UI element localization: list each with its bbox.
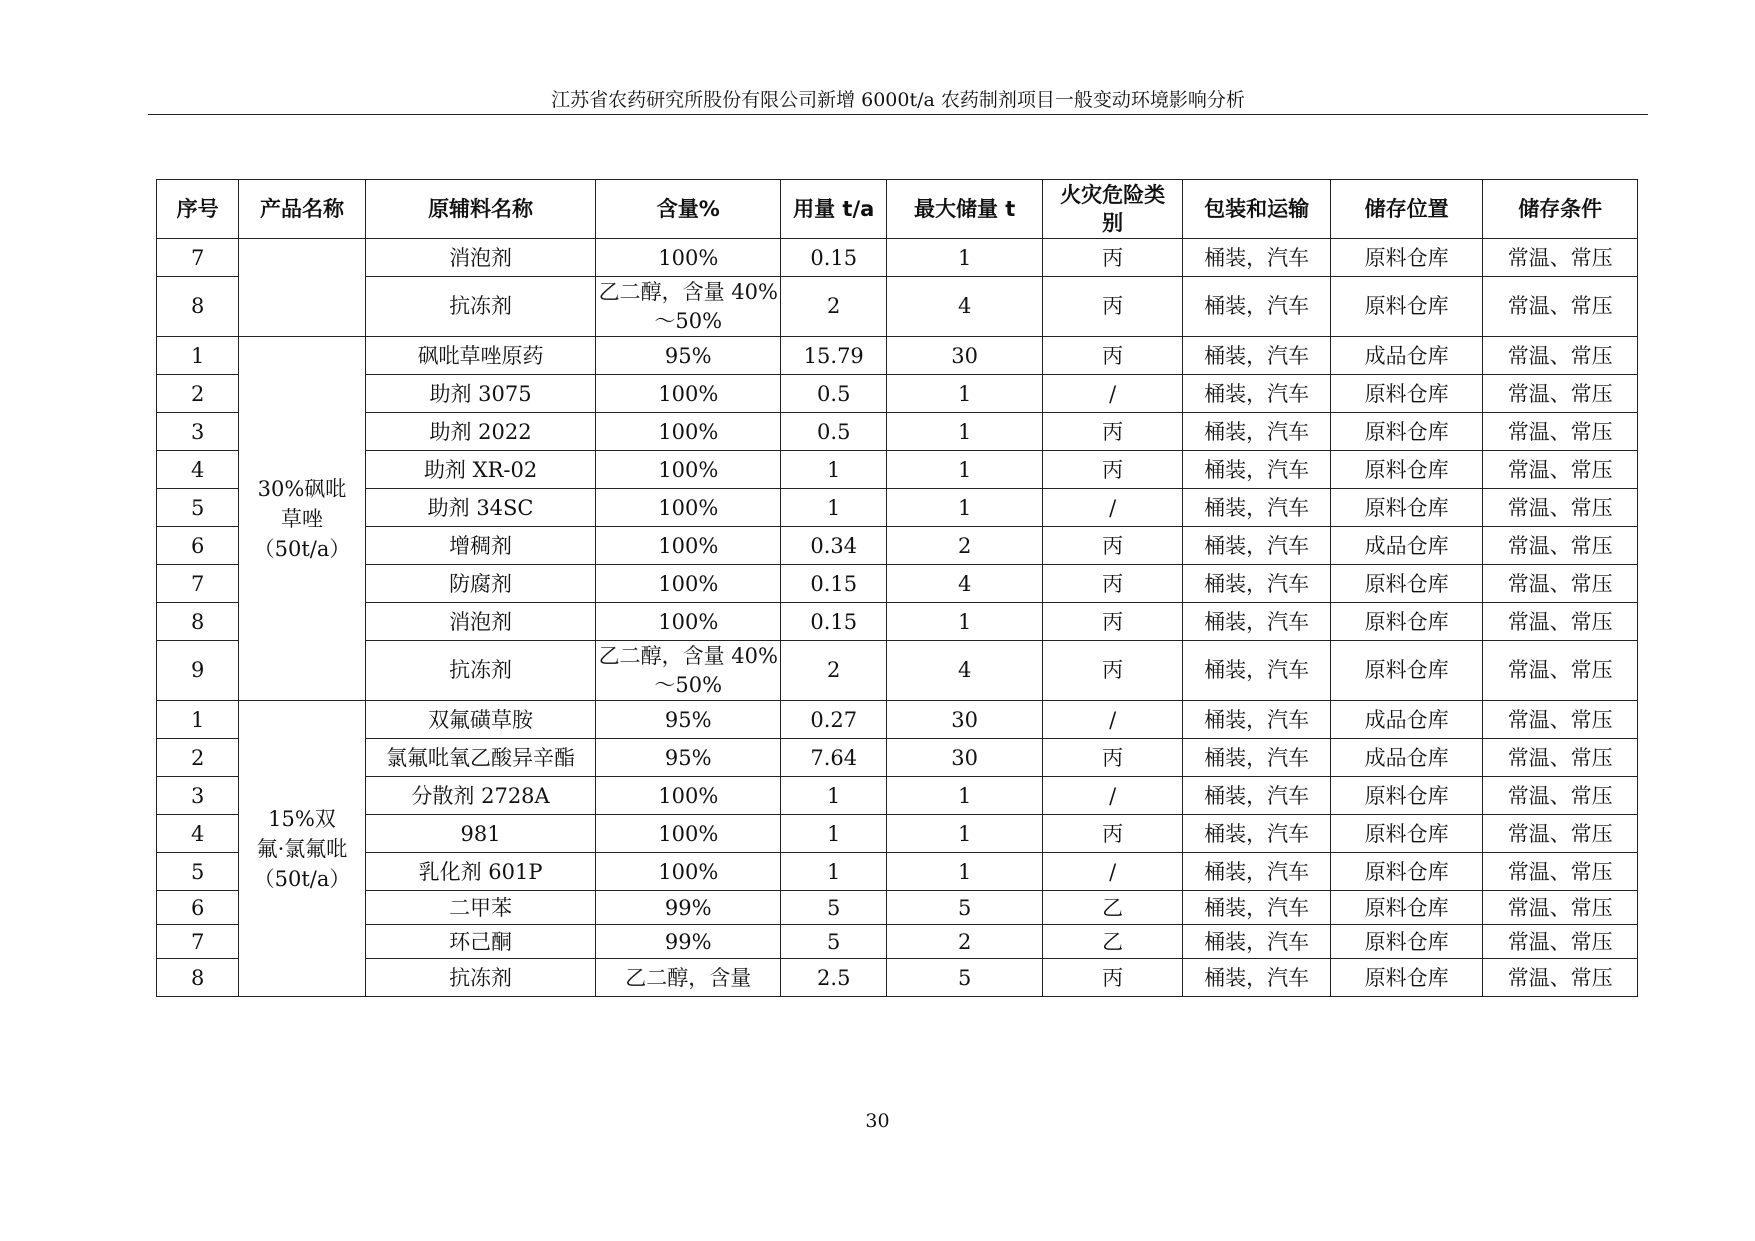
table-row xyxy=(157,815,1638,853)
cell-conditions: 常温、常压 xyxy=(1483,853,1638,891)
cell-max-storage: 1 xyxy=(887,239,1043,277)
cell-material: 助剂 34SC xyxy=(365,489,596,527)
cell-usage: 15.79 xyxy=(781,337,887,375)
product-name-line: （50t/a） xyxy=(253,536,351,561)
cell-max-storage: 30 xyxy=(887,701,1043,739)
table-header-row xyxy=(157,180,1638,239)
table-row xyxy=(157,527,1638,565)
cell-content: 95% xyxy=(596,739,781,777)
cell-fire-class: 丙 xyxy=(1042,739,1182,777)
cell-product-name xyxy=(239,239,365,337)
cell-packaging: 桶装，汽车 xyxy=(1183,337,1330,375)
cell-fire-class: 丙 xyxy=(1042,239,1182,277)
cell-conditions: 常温、常压 xyxy=(1483,277,1638,337)
cell-conditions: 常温、常压 xyxy=(1483,527,1638,565)
col-header-max-storage: 最大储量 t xyxy=(887,180,1043,239)
table-row xyxy=(157,451,1638,489)
cell-usage: 2.5 xyxy=(781,959,887,997)
table-row xyxy=(157,891,1638,925)
cell-usage: 5 xyxy=(781,891,887,925)
cell-conditions: 常温、常压 xyxy=(1483,641,1638,701)
col-header-material: 原辅料名称 xyxy=(365,180,596,239)
cell-packaging: 桶装，汽车 xyxy=(1183,925,1330,959)
cell-serial: 8 xyxy=(157,959,239,997)
cell-location: 原料仓库 xyxy=(1330,451,1483,489)
cell-usage: 0.15 xyxy=(781,603,887,641)
cell-conditions: 常温、常压 xyxy=(1483,815,1638,853)
cell-max-storage: 5 xyxy=(887,959,1043,997)
cell-fire-class: / xyxy=(1042,777,1182,815)
cell-packaging: 桶装，汽车 xyxy=(1183,777,1330,815)
table-row xyxy=(157,739,1638,777)
cell-usage: 1 xyxy=(781,451,887,489)
cell-fire-class: 丙 xyxy=(1042,277,1182,337)
cell-material: 分散剂 2728A xyxy=(365,777,596,815)
col-header-fire-class: 火灾危险类别 xyxy=(1042,180,1182,239)
cell-serial: 2 xyxy=(157,375,239,413)
cell-packaging: 桶装，汽车 xyxy=(1183,701,1330,739)
cell-location: 原料仓库 xyxy=(1330,277,1483,337)
cell-content: 100% xyxy=(596,451,781,489)
cell-usage: 1 xyxy=(781,815,887,853)
cell-serial: 4 xyxy=(157,815,239,853)
table-row xyxy=(157,413,1638,451)
cell-serial: 2 xyxy=(157,739,239,777)
cell-packaging: 桶装，汽车 xyxy=(1183,739,1330,777)
table-row xyxy=(157,603,1638,641)
table-row xyxy=(157,489,1638,527)
cell-packaging: 桶装，汽车 xyxy=(1183,527,1330,565)
page-header: 江苏省农药研究所股份有限公司新增 6000t/a 农药制剂项目一般变动环境影响分析 xyxy=(551,89,1245,111)
cell-conditions: 常温、常压 xyxy=(1483,777,1638,815)
cell-fire-class: 丙 xyxy=(1042,565,1182,603)
cell-usage: 5 xyxy=(781,925,887,959)
col-header-usage: 用量 t/a xyxy=(781,180,887,239)
cell-max-storage: 2 xyxy=(887,925,1043,959)
cell-serial: 7 xyxy=(157,239,239,277)
cell-packaging: 桶装，汽车 xyxy=(1183,853,1330,891)
cell-max-storage: 1 xyxy=(887,853,1043,891)
cell-conditions: 常温、常压 xyxy=(1483,959,1638,997)
cell-conditions: 常温、常压 xyxy=(1483,891,1638,925)
cell-conditions: 常温、常压 xyxy=(1483,413,1638,451)
col-header-location: 储存位置 xyxy=(1330,180,1483,239)
cell-content: 95% xyxy=(596,701,781,739)
cell-location: 原料仓库 xyxy=(1330,603,1483,641)
cell-content: 乙二醇，含量 40%～50% xyxy=(596,641,781,701)
cell-location: 原料仓库 xyxy=(1330,853,1483,891)
cell-max-storage: 5 xyxy=(887,891,1043,925)
cell-location: 原料仓库 xyxy=(1330,891,1483,925)
cell-packaging: 桶装，汽车 xyxy=(1183,641,1330,701)
cell-usage: 1 xyxy=(781,489,887,527)
cell-material: 消泡剂 xyxy=(365,603,596,641)
table-row xyxy=(157,337,1638,375)
cell-serial: 4 xyxy=(157,451,239,489)
cell-material: 砜吡草唑原药 xyxy=(365,337,596,375)
cell-usage: 1 xyxy=(781,853,887,891)
cell-conditions: 常温、常压 xyxy=(1483,239,1638,277)
cell-fire-class: 丙 xyxy=(1042,413,1182,451)
cell-conditions: 常温、常压 xyxy=(1483,451,1638,489)
cell-packaging: 桶装，汽车 xyxy=(1183,413,1330,451)
cell-location: 原料仓库 xyxy=(1330,239,1483,277)
cell-content: 100% xyxy=(596,375,781,413)
table-row xyxy=(157,701,1638,739)
product-name-line: （50t/a） xyxy=(253,866,351,891)
cell-material: 增稠剂 xyxy=(365,527,596,565)
cell-location: 原料仓库 xyxy=(1330,815,1483,853)
cell-material: 二甲苯 xyxy=(365,891,596,925)
cell-max-storage: 1 xyxy=(887,777,1043,815)
cell-max-storage: 1 xyxy=(887,451,1043,489)
table-row xyxy=(157,959,1638,997)
cell-material: 乳化剂 601P xyxy=(365,853,596,891)
cell-content: 99% xyxy=(596,925,781,959)
cell-fire-class: 乙 xyxy=(1042,925,1182,959)
cell-usage: 0.34 xyxy=(781,527,887,565)
cell-usage: 2 xyxy=(781,277,887,337)
cell-content: 100% xyxy=(596,413,781,451)
cell-fire-class: 乙 xyxy=(1042,891,1182,925)
table-row xyxy=(157,777,1638,815)
cell-content: 99% xyxy=(596,891,781,925)
cell-location: 原料仓库 xyxy=(1330,489,1483,527)
product-name-line: 15%双 xyxy=(268,806,336,831)
page-number: 30 xyxy=(865,1110,890,1132)
table-row xyxy=(157,375,1638,413)
cell-product-name xyxy=(239,701,365,997)
cell-conditions: 常温、常压 xyxy=(1483,375,1638,413)
cell-max-storage: 1 xyxy=(887,375,1043,413)
cell-location: 原料仓库 xyxy=(1330,375,1483,413)
cell-max-storage: 4 xyxy=(887,565,1043,603)
cell-usage: 0.15 xyxy=(781,565,887,603)
table-row xyxy=(157,239,1638,277)
cell-usage: 2 xyxy=(781,641,887,701)
cell-packaging: 桶装，汽车 xyxy=(1183,239,1330,277)
cell-serial: 5 xyxy=(157,489,239,527)
cell-fire-class: 丙 xyxy=(1042,527,1182,565)
col-header-serial: 序号 xyxy=(157,180,239,239)
cell-serial: 8 xyxy=(157,603,239,641)
cell-conditions: 常温、常压 xyxy=(1483,739,1638,777)
cell-content: 100% xyxy=(596,565,781,603)
cell-serial: 8 xyxy=(157,277,239,337)
cell-max-storage: 1 xyxy=(887,603,1043,641)
cell-material: 防腐剂 xyxy=(365,565,596,603)
cell-material: 抗冻剂 xyxy=(365,959,596,997)
cell-product-name xyxy=(239,337,365,701)
cell-usage: 0.5 xyxy=(781,375,887,413)
table-body xyxy=(157,239,1638,997)
col-header-conditions: 储存条件 xyxy=(1483,180,1638,239)
cell-material: 助剂 XR-02 xyxy=(365,451,596,489)
cell-material: 双氟磺草胺 xyxy=(365,701,596,739)
cell-serial: 3 xyxy=(157,413,239,451)
table-row xyxy=(157,853,1638,891)
cell-material: 981 xyxy=(365,815,596,853)
cell-conditions: 常温、常压 xyxy=(1483,925,1638,959)
cell-usage: 0.15 xyxy=(781,239,887,277)
cell-conditions: 常温、常压 xyxy=(1483,701,1638,739)
cell-material: 抗冻剂 xyxy=(365,277,596,337)
cell-packaging: 桶装，汽车 xyxy=(1183,815,1330,853)
cell-location: 原料仓库 xyxy=(1330,777,1483,815)
cell-conditions: 常温、常压 xyxy=(1483,489,1638,527)
cell-fire-class: 丙 xyxy=(1042,451,1182,489)
cell-content: 100% xyxy=(596,815,781,853)
cell-fire-class: / xyxy=(1042,375,1182,413)
cell-location: 成品仓库 xyxy=(1330,337,1483,375)
cell-packaging: 桶装，汽车 xyxy=(1183,959,1330,997)
cell-content: 100% xyxy=(596,603,781,641)
cell-usage: 7.64 xyxy=(781,739,887,777)
cell-content: 100% xyxy=(596,777,781,815)
col-header-product: 产品名称 xyxy=(239,180,365,239)
cell-content: 乙二醇，含量 40%～50% xyxy=(596,277,781,337)
cell-serial: 5 xyxy=(157,853,239,891)
header-rule xyxy=(148,114,1648,115)
cell-material: 助剂 3075 xyxy=(365,375,596,413)
cell-serial: 1 xyxy=(157,701,239,739)
product-name-line: 氟·氯氟吡 xyxy=(256,836,348,861)
table-row xyxy=(157,277,1638,337)
cell-packaging: 桶装，汽车 xyxy=(1183,891,1330,925)
cell-max-storage: 1 xyxy=(887,489,1043,527)
cell-conditions: 常温、常压 xyxy=(1483,337,1638,375)
table-row xyxy=(157,641,1638,701)
cell-conditions: 常温、常压 xyxy=(1483,603,1638,641)
cell-material: 环己酮 xyxy=(365,925,596,959)
cell-fire-class: 丙 xyxy=(1042,815,1182,853)
cell-location: 原料仓库 xyxy=(1330,641,1483,701)
cell-content: 乙二醇，含量 xyxy=(596,959,781,997)
cell-location: 原料仓库 xyxy=(1330,959,1483,997)
cell-serial: 1 xyxy=(157,337,239,375)
cell-fire-class: 丙 xyxy=(1042,603,1182,641)
cell-serial: 9 xyxy=(157,641,239,701)
cell-content: 100% xyxy=(596,853,781,891)
cell-location: 成品仓库 xyxy=(1330,739,1483,777)
cell-fire-class: 丙 xyxy=(1042,641,1182,701)
cell-fire-class: / xyxy=(1042,489,1182,527)
cell-fire-class: 丙 xyxy=(1042,959,1182,997)
cell-location: 成品仓库 xyxy=(1330,527,1483,565)
cell-fire-class: / xyxy=(1042,701,1182,739)
cell-max-storage: 4 xyxy=(887,641,1043,701)
cell-packaging: 桶装，汽车 xyxy=(1183,565,1330,603)
cell-serial: 7 xyxy=(157,565,239,603)
cell-serial: 7 xyxy=(157,925,239,959)
cell-fire-class: / xyxy=(1042,853,1182,891)
cell-location: 成品仓库 xyxy=(1330,701,1483,739)
cell-max-storage: 30 xyxy=(887,337,1043,375)
cell-packaging: 桶装，汽车 xyxy=(1183,451,1330,489)
cell-location: 原料仓库 xyxy=(1330,413,1483,451)
cell-usage: 0.27 xyxy=(781,701,887,739)
table-row xyxy=(157,925,1638,959)
cell-location: 原料仓库 xyxy=(1330,565,1483,603)
product-name-line: 草唑 xyxy=(280,506,323,531)
cell-max-storage: 4 xyxy=(887,277,1043,337)
cell-content: 100% xyxy=(596,239,781,277)
cell-usage: 0.5 xyxy=(781,413,887,451)
product-name-line: 30%砜吡 xyxy=(257,476,347,501)
col-header-packaging: 包装和运输 xyxy=(1183,180,1330,239)
cell-conditions: 常温、常压 xyxy=(1483,565,1638,603)
cell-material: 消泡剂 xyxy=(365,239,596,277)
cell-content: 100% xyxy=(596,527,781,565)
cell-location: 原料仓库 xyxy=(1330,925,1483,959)
cell-serial: 6 xyxy=(157,891,239,925)
cell-content: 95% xyxy=(596,337,781,375)
cell-fire-class: 丙 xyxy=(1042,337,1182,375)
cell-serial: 6 xyxy=(157,527,239,565)
cell-serial: 3 xyxy=(157,777,239,815)
cell-max-storage: 30 xyxy=(887,739,1043,777)
cell-packaging: 桶装，汽车 xyxy=(1183,603,1330,641)
cell-content: 100% xyxy=(596,489,781,527)
cell-packaging: 桶装，汽车 xyxy=(1183,489,1330,527)
raw-materials-table xyxy=(156,179,1638,997)
cell-packaging: 桶装，汽车 xyxy=(1183,375,1330,413)
cell-max-storage: 1 xyxy=(887,815,1043,853)
table-row xyxy=(157,565,1638,603)
cell-max-storage: 2 xyxy=(887,527,1043,565)
cell-max-storage: 1 xyxy=(887,413,1043,451)
cell-material: 助剂 2022 xyxy=(365,413,596,451)
cell-packaging: 桶装，汽车 xyxy=(1183,277,1330,337)
cell-usage: 1 xyxy=(781,777,887,815)
cell-material: 氯氟吡氧乙酸异辛酯 xyxy=(365,739,596,777)
cell-material: 抗冻剂 xyxy=(365,641,596,701)
col-header-content: 含量% xyxy=(596,180,781,239)
